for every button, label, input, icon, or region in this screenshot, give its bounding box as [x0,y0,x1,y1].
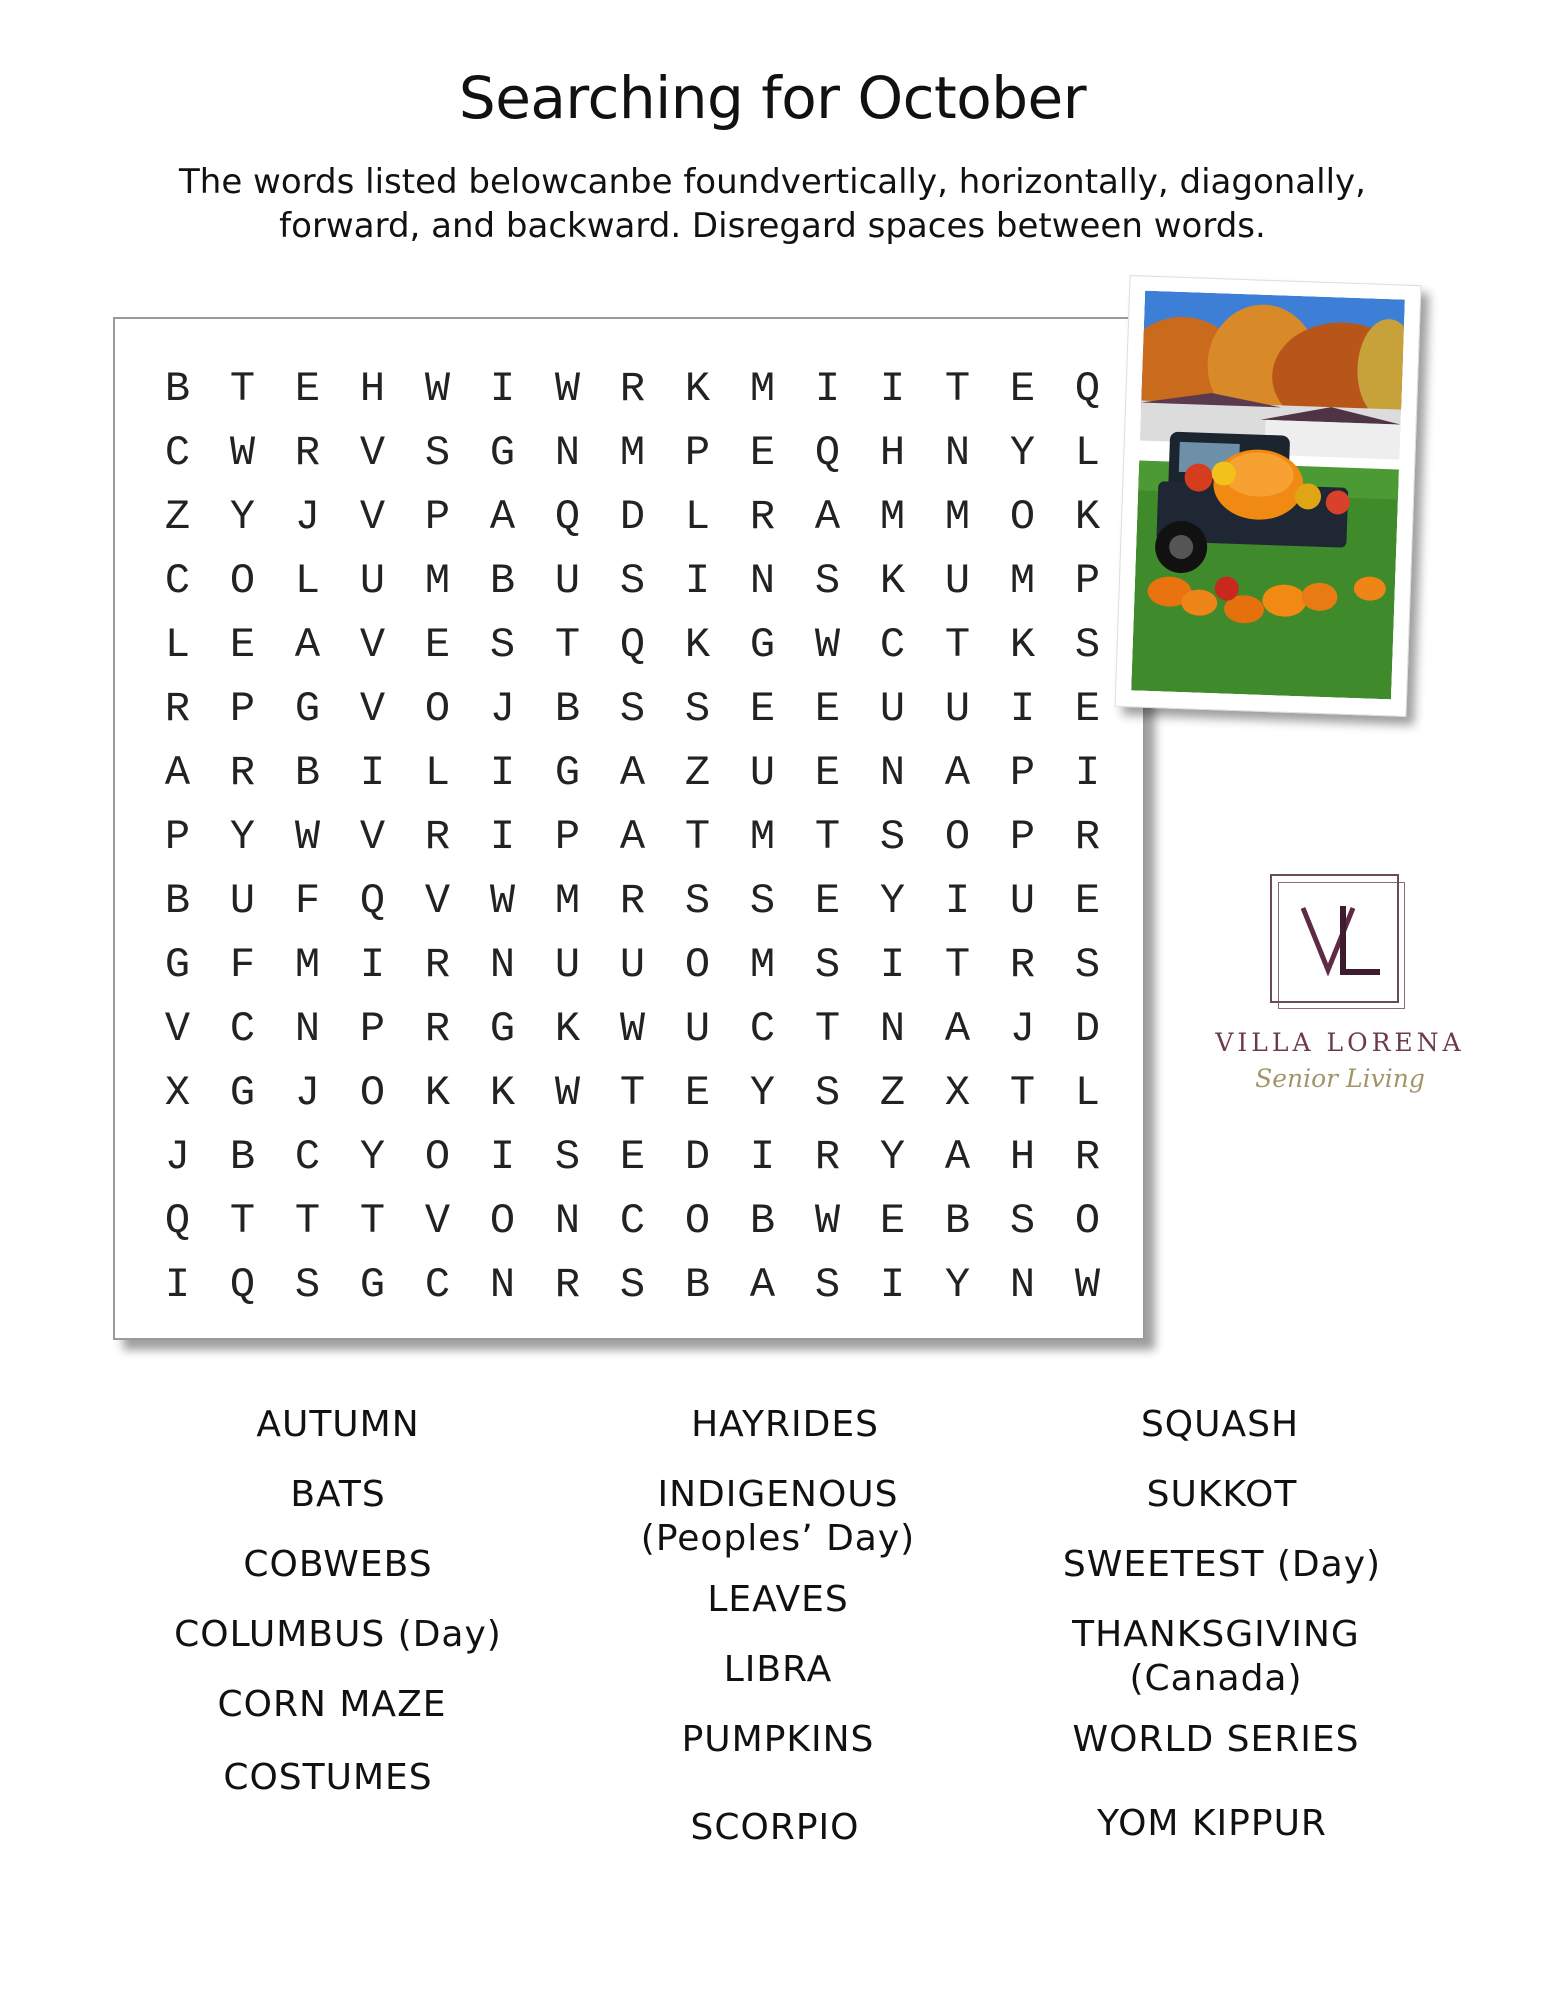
word-search-grid-box [113,317,1145,1340]
grid-letter: P [1074,557,1101,605]
grid-letter: M [619,429,646,477]
grid-letter: Z [684,749,711,797]
grid-letter: O [684,941,711,989]
grid-letter: U [879,685,906,733]
grid-letter: I [684,557,711,605]
grid-letter: T [554,621,581,669]
grid-letter: J [294,493,321,541]
grid-letter: K [1074,493,1101,541]
grid-letter: P [1009,749,1036,797]
grid-letter: C [619,1197,646,1245]
word-world-series: WORLD SERIES [1072,1719,1360,1760]
grid-letter: T [1009,1069,1036,1117]
grid-letter: B [944,1197,971,1245]
grid-letter: K [684,365,711,413]
grid-letter: P [164,813,191,861]
grid-letter: I [1009,685,1036,733]
grid-letter: N [554,1197,581,1245]
grid-letter: L [1074,429,1101,477]
grid-letter: G [229,1069,256,1117]
grid-letter: S [1074,941,1101,989]
grid-letter: S [814,1069,841,1117]
grid-letter: V [164,1005,191,1053]
grid-letter: V [359,813,386,861]
page-title: Searching for October [458,64,1087,132]
grid-letter: N [944,429,971,477]
grid-letter: I [944,877,971,925]
grid-letter: M [554,877,581,925]
grid-letter: R [814,1133,841,1181]
grid-letter: J [1009,1005,1036,1053]
grid-letter: Q [554,493,581,541]
grid-letter: D [684,1133,711,1181]
grid-letter: C [294,1133,321,1181]
grid-letter: H [879,429,906,477]
grid-letter: F [229,941,256,989]
grid-letter: N [294,1005,321,1053]
grid-letter: J [294,1069,321,1117]
grid-letter: E [684,1069,711,1117]
grid-letter: X [164,1069,191,1117]
grid-letter: S [619,557,646,605]
grid-letter: K [489,1069,516,1117]
grid-letter: V [359,621,386,669]
grid-letter: V [424,877,451,925]
grid-letter: I [359,749,386,797]
grid-letter: U [1009,877,1036,925]
grid-letter: S [1009,1197,1036,1245]
grid-letter: D [619,493,646,541]
grid-letter: Q [814,429,841,477]
word-thanksgiving-line-1: THANKSGIVING [1072,1614,1360,1655]
grid-letter: R [749,493,776,541]
grid-letter: V [424,1197,451,1245]
grid-letter: N [879,749,906,797]
grid-letter: K [684,621,711,669]
grid-letter: L [164,621,191,669]
grid-letter: T [944,621,971,669]
word-hayrides: HAYRIDES [691,1404,879,1445]
grid-letter: I [749,1133,776,1181]
grid-letter: T [619,1069,646,1117]
grid-letter: U [944,557,971,605]
grid-letter: S [619,685,646,733]
grid-letter: P [1009,813,1036,861]
grid-letter: R [229,749,256,797]
grid-letter: I [489,365,516,413]
grid-letter: O [489,1197,516,1245]
grid-letter: C [879,621,906,669]
grid-letter: K [879,557,906,605]
grid-letter: P [554,813,581,861]
grid-letter: S [814,1261,841,1309]
grid-letter: R [1009,941,1036,989]
grid-letter: K [1009,621,1036,669]
word-squash: SQUASH [1140,1404,1300,1445]
grid-letter: K [554,1005,581,1053]
word-columbus: COLUMBUS (Day) [174,1614,502,1655]
grid-letter: E [1074,685,1101,733]
grid-letter: B [164,365,191,413]
grid-letter: G [749,621,776,669]
word-sweetest: SWEETEST (Day) [1062,1544,1382,1585]
grid-letter: D [1074,1005,1101,1053]
vl-monogram-icon [1298,898,1388,988]
grid-letter: T [944,941,971,989]
grid-letter: I [814,365,841,413]
grid-letter: S [684,685,711,733]
grid-letter: A [814,493,841,541]
grid-letter: F [294,877,321,925]
grid-letter: I [489,749,516,797]
grid-letter: U [944,685,971,733]
grid-letter: E [749,685,776,733]
grid-letter: Y [879,1133,906,1181]
grid-letter: Y [1009,429,1036,477]
word-pumpkins: PUMPKINS [681,1719,875,1760]
grid-letter: Q [229,1261,256,1309]
grid-letter: S [749,877,776,925]
grid-letter: E [229,621,256,669]
logo-name: VILLA LORENA [1215,1028,1465,1057]
grid-letter: G [359,1261,386,1309]
grid-letter: T [359,1197,386,1245]
grid-letter: B [294,749,321,797]
grid-letter: A [749,1261,776,1309]
grid-letter: M [424,557,451,605]
grid-letter: W [229,429,256,477]
grid-letter: T [294,1197,321,1245]
grid-letter: U [554,557,581,605]
grid-letter: M [294,941,321,989]
grid-letter: G [489,429,516,477]
grid-letter: I [879,365,906,413]
word-corn-maze: CORN MAZE [217,1684,447,1725]
grid-letter: Q [619,621,646,669]
grid-letter: O [359,1069,386,1117]
grid-letter: N [749,557,776,605]
word-thanksgiving [1072,1613,1360,1701]
grid-letter: P [229,685,256,733]
grid-letter: T [944,365,971,413]
grid-letter: S [554,1133,581,1181]
grid-letter: U [554,941,581,989]
grid-letter: O [424,1133,451,1181]
grid-letter: A [944,1133,971,1181]
grid-letter: K [424,1069,451,1117]
grid-letter: C [424,1261,451,1309]
grid-letter: W [1074,1261,1101,1309]
word-indigenous-line-1: INDIGENOUS [657,1474,899,1515]
grid-letter: C [229,1005,256,1053]
grid-letter: Q [359,877,386,925]
grid-letter: N [1009,1261,1036,1309]
grid-letter: S [619,1261,646,1309]
grid-letter: O [944,813,971,861]
grid-letter: A [489,493,516,541]
grid-letter: S [294,1261,321,1309]
grid-letter: B [554,685,581,733]
grid-letter: H [1009,1133,1036,1181]
word-costumes: COSTUMES [223,1757,433,1798]
grid-letter: U [684,1005,711,1053]
grid-letter: X [944,1069,971,1117]
grid-letter: R [164,685,191,733]
grid-letter: R [424,813,451,861]
grid-letter: M [749,813,776,861]
grid-letter: Y [879,877,906,925]
grid-letter: T [814,813,841,861]
grid-letter: L [684,493,711,541]
grid-letter: E [424,621,451,669]
grid-letter: G [489,1005,516,1053]
word-indigenous-line-2: (Peoples’ Day) [640,1518,916,1559]
grid-letter: E [879,1197,906,1245]
word-sukkot: SUKKOT [1146,1474,1298,1515]
pumpkin-truck-photo [1131,291,1405,700]
grid-letter: P [359,1005,386,1053]
villa-lorena-logo [1200,868,1480,1128]
grid-letter: U [229,877,256,925]
grid-letter: S [814,557,841,605]
grid-letter: T [229,1197,256,1245]
grid-letter: E [1074,877,1101,925]
grid-letter: R [1074,813,1101,861]
grid-letter: Y [944,1261,971,1309]
grid-letter: E [1009,365,1036,413]
grid-letter: Q [164,1197,191,1245]
logo-tagline: Senior Living [1255,1064,1425,1093]
grid-letter: B [749,1197,776,1245]
grid-letter: Z [879,1069,906,1117]
grid-letter: W [554,1069,581,1117]
instructions-line-1: The words listed belowcanbe foundvertically, horizontally, diagonally, [179,162,1366,202]
grid-letter: E [294,365,321,413]
grid-letter: P [684,429,711,477]
grid-letter: Y [359,1133,386,1181]
grid-letter: L [294,557,321,605]
grid-letter: E [619,1133,646,1181]
grid-letter: U [359,557,386,605]
grid-letter: A [944,749,971,797]
instructions [110,160,1435,248]
letter-grid [145,357,1120,1317]
word-autumn: AUTUMN [256,1404,420,1445]
grid-letter: Z [164,493,191,541]
grid-letter: W [294,813,321,861]
grid-letter: O [684,1197,711,1245]
grid-letter: E [814,877,841,925]
grid-letter: S [489,621,516,669]
grid-letter: Y [749,1069,776,1117]
grid-letter: H [359,365,386,413]
grid-letter: O [1074,1197,1101,1245]
grid-letter: J [164,1133,191,1181]
grid-letter: I [489,1133,516,1181]
grid-letter: E [814,685,841,733]
grid-letter: P [424,493,451,541]
grid-letter: E [749,429,776,477]
grid-letter: I [164,1261,191,1309]
grid-letter: B [489,557,516,605]
grid-letter: I [1074,749,1101,797]
word-libra: LIBRA [723,1649,833,1690]
grid-letter: N [879,1005,906,1053]
grid-letter: S [879,813,906,861]
grid-letter: A [944,1005,971,1053]
grid-letter: Q [1074,365,1101,413]
grid-letter: N [489,941,516,989]
grid-letter: R [1074,1133,1101,1181]
grid-letter: S [424,429,451,477]
grid-letter: C [164,557,191,605]
grid-letter: B [684,1261,711,1309]
grid-letter: S [1074,621,1101,669]
grid-letter: B [164,877,191,925]
grid-letter: B [229,1133,256,1181]
grid-letter: U [619,941,646,989]
grid-letter: C [164,429,191,477]
grid-letter: T [229,365,256,413]
photo-frame [1115,275,1422,717]
grid-letter: S [684,877,711,925]
grid-letter: A [294,621,321,669]
grid-letter: G [554,749,581,797]
grid-letter: R [424,1005,451,1053]
grid-letter: M [944,493,971,541]
grid-letter: I [879,941,906,989]
grid-letter: M [879,493,906,541]
grid-letter: A [619,813,646,861]
grid-letter: L [1074,1069,1101,1117]
grid-letter: G [294,685,321,733]
grid-letter: T [684,813,711,861]
grid-letter: W [814,621,841,669]
grid-letter: R [424,941,451,989]
grid-letter: I [489,813,516,861]
grid-letter: R [554,1261,581,1309]
grid-letter: L [424,749,451,797]
word-cobwebs: COBWEBS [243,1544,433,1585]
grid-letter: G [164,941,191,989]
grid-letter: R [294,429,321,477]
grid-letter: A [619,749,646,797]
grid-letter: A [164,749,191,797]
grid-letter: O [1009,493,1036,541]
word-bats: BATS [290,1474,386,1515]
grid-letter: I [879,1261,906,1309]
grid-letter: J [489,685,516,733]
grid-letter: R [619,877,646,925]
word-scorpio: SCORPIO [690,1807,860,1848]
grid-letter: S [814,941,841,989]
grid-letter: W [554,365,581,413]
grid-letter: V [359,493,386,541]
grid-letter: M [749,365,776,413]
grid-letter: V [359,685,386,733]
grid-letter: W [489,877,516,925]
grid-letter: O [229,557,256,605]
grid-letter: U [749,749,776,797]
grid-letter: M [749,941,776,989]
grid-letter: I [359,941,386,989]
grid-letter: Y [229,813,256,861]
instructions-line-2: forward, and backward. Disregard spaces between words. [279,206,1266,246]
grid-letter: C [749,1005,776,1053]
word-thanksgiving-line-2: (Canada) [1129,1658,1303,1699]
grid-letter: N [489,1261,516,1309]
grid-letter: R [619,365,646,413]
grid-letter: M [1009,557,1036,605]
grid-letter: Y [229,493,256,541]
word-leaves: LEAVES [707,1579,849,1620]
grid-letter: N [554,429,581,477]
word-indigenous [641,1473,915,1561]
grid-letter: E [814,749,841,797]
grid-letter: O [424,685,451,733]
grid-letter: T [814,1005,841,1053]
grid-letter: V [359,429,386,477]
grid-letter: W [814,1197,841,1245]
grid-letter: W [619,1005,646,1053]
word-yom-kippur: YOM KIPPUR [1097,1803,1327,1844]
grid-letter: W [424,365,451,413]
